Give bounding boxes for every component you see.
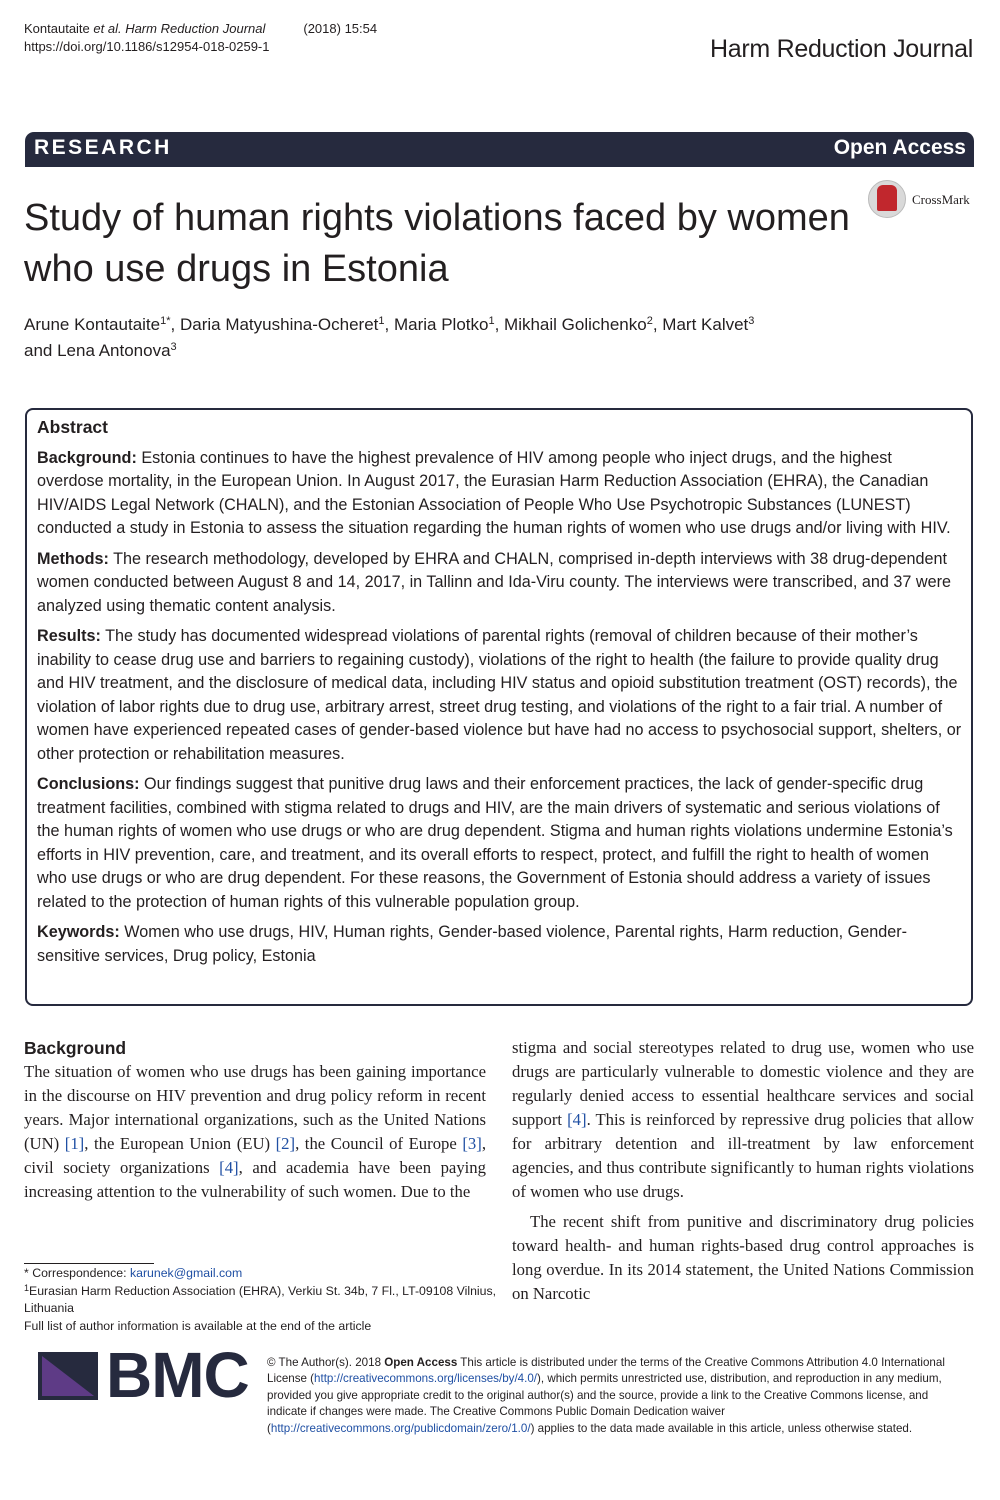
abstract-section-text: Our findings suggest that punitive drug laws and their enforcement practices, the lack of gender-specific drug treatment facilities, combined with stigma related to drugs and HIV, are the main drivers of systematic and serious violations of the human rights of women who use drugs or who are drug dependent. Stigma and human rights violations undermine Estonia’s efforts in HIV prevention, care, and treatment, and its overall efforts to respect, protect, and fulfill the right to health of women who use drugs or who are drug dependent. For these reasons, the Government of Estonia should address a variety of issues related to the protection of human rights of this vulnerable population group. (37, 775, 953, 911)
abstract-section (37, 773, 962, 914)
license-text-run: ) applies to the data made available in this article, unless otherwise stated. (530, 1421, 913, 1435)
author-separator: , (652, 315, 663, 334)
author-list (24, 312, 904, 364)
abstract-section-text: The study has documented widespread violations of parental rights (removal of children because of their mother’s inability to cease drug use and barriers to regaining custody), violations of the right to health (the failure to provide quality drug and HIV treatment, and the disclosure of medical data, including HIV status and opioid substitution treatment (OST) records), the violation of labor rights due to drug use, arbitrary arrest, street drug testing, and violations of the right to a fair trial. A number of women have experienced repeated cases of gender-based violence but have had no access to psychosocial support, shelters, or other protection or rehabilitation measures. (37, 627, 962, 763)
author-affiliation-marker: 2 (646, 315, 653, 327)
license-open-access-label: Open Access (384, 1356, 458, 1369)
author-affiliation-marker: 1* (160, 315, 171, 327)
abstract-section-label: Keywords: (37, 923, 120, 941)
abstract-section-text: Women who use drugs, HIV, Human rights, Gender-based violence, Parental rights, Harm reduction, Gender-sensitive services, Drug policy, Estonia (37, 923, 908, 965)
author-name: Mikhail Golichenko (504, 315, 647, 334)
open-access-label: Open Access (833, 136, 966, 159)
body-column-right (512, 1036, 974, 1306)
abstract-section-text: Estonia continues to have the highest prevalence of HIV among people who inject drugs, and the highest overdose mortality, in the European Union. In August 2017, the Eurasian Harm Reduction Association (EHRA), the Canadian HIV/AIDS Legal Network (CHALN), and the Estonian Association of People Who Use Psychotropic Substances (LUNEST) conducted a study in Estonia to assess the situation regarding the human rights of women who use drugs and/or living with HIV. (37, 448, 951, 537)
body-paragraph (24, 1060, 486, 1204)
license-link[interactable]: http://creativecommons.org/licenses/by/4.0/ (314, 1372, 538, 1386)
citation-link[interactable]: [4] (567, 1110, 587, 1129)
abstract-section-label: Background: (37, 448, 137, 467)
affiliation-marker: 1 (24, 1282, 30, 1293)
article-title: Study of human rights violations faced by women who use drugs in Estonia (24, 197, 850, 290)
citation-authors: Kontautaite (24, 21, 94, 36)
author-affiliation-marker: 1 (488, 315, 495, 327)
affiliation-text: Eurasian Harm Reduction Association (EHRA), Verkiu St. 34b, 7 Fl., LT-09108 Vilnius, Lithuania (24, 1283, 497, 1315)
license-text-run: This article is distributed under the terms of the Creative Commons Attribution 4.0 International License ( (267, 1356, 945, 1386)
author-name: Daria Matyushina-Ocheret (179, 315, 379, 334)
crossmark-bookmark-icon (877, 185, 897, 211)
abstract-section (37, 447, 962, 541)
abstract-section-label: Methods: (37, 549, 109, 568)
article-type-label: RESEARCH (34, 136, 172, 159)
license-text-run: ), which permits unrestricted use, distribution, and reproduction in any medium, provided you give appropriate credit to the original author(s) and the source, provide a link to the Creative Commons license, and indicate if changes were made. The Creative Commons Public Domain Dedication waiver ( (267, 1372, 942, 1435)
abstract-section-text: The research methodology, developed by EHRA and CHALN, comprised in-depth interviews with 38 drug-dependent women conducted between August 8 and 14, 2017, in Tallinn and Ida-Viru county. The interviews were transcribed, and 37 were analyzed using thematic content analysis. (37, 549, 951, 615)
abstract-section-label: Results: (37, 627, 101, 645)
body-text-run: , the European Union (EU) (84, 1134, 276, 1153)
author-name: Maria Plotko (393, 315, 489, 334)
citation-link[interactable]: [3] (462, 1134, 482, 1153)
body-text-run: , and academia have been paying increasing attention to the vulnerability of such women. Due to the (24, 1158, 486, 1201)
body-text-run: . This is reinforced by repressive drug policies that allow for arbitrary detention and ill-treatment by law enforcement agencies, and thus contribute significantly to human rights violations of women who use drugs. (512, 1110, 974, 1201)
correspondence-label: * Correspondence: (24, 1266, 130, 1280)
full-author-info-note: Full list of author information is available at the end of the article (24, 1318, 372, 1333)
author-affiliation-marker: 3 (170, 341, 177, 353)
abstract-content (37, 416, 962, 975)
running-header (24, 20, 377, 56)
author-separator: , (494, 315, 505, 334)
author-conjunction: and (24, 341, 58, 360)
license-text-run: © The Author(s). 2018 (267, 1356, 385, 1369)
citation-year: (2018) 15:54 (303, 21, 378, 36)
abstract-section-label: Conclusions: (37, 775, 140, 793)
body-text-run: , the Council of Europe (295, 1134, 463, 1153)
body-text-run: The situation of women who use drugs has been gaining importance in the discourse on HIV prevention and drug policy reform in recent years. Major international organizations, such as the United Nations (UN) (24, 1062, 486, 1153)
abstract-section (37, 625, 962, 766)
body-text-run: stigma and social stereotypes related to drug use, women who use drugs are particularly vulnerable to domestic violence and they are regularly denied access to essential healthcare services and social support (512, 1038, 974, 1129)
citation-line (24, 20, 377, 38)
journal-name: Harm Reduction Journal (710, 35, 973, 63)
license-link[interactable]: http://creativecommons.org/publicdomain/zero/1.0/ (270, 1421, 531, 1435)
body-text-run: , civil society organizations (24, 1134, 486, 1177)
abstract-sections (37, 447, 962, 969)
body-paragraph: The recent shift from punitive and discriminatory drug policies toward health- and human rights-based drug control approaches is long overdue. In its 2014 statement, the United Nations Commission on Narcotic (512, 1212, 974, 1303)
footnote-divider (24, 1263, 154, 1264)
section-heading-background: Background (24, 1038, 127, 1058)
body-paragraph (512, 1036, 974, 1204)
citation-etal: et al. (93, 21, 122, 36)
author-affiliation-marker: 3 (748, 315, 755, 327)
footnotes (24, 1265, 504, 1335)
citation-link[interactable]: [1] (64, 1134, 85, 1153)
abstract-heading: Abstract (37, 417, 108, 437)
author-name: Arune Kontautaite (24, 315, 161, 334)
body-column-left (24, 1036, 486, 1204)
affiliation-note (24, 1283, 504, 1318)
publisher-logo-text: BMC (106, 1339, 249, 1411)
abstract-section (37, 921, 962, 968)
correspondence-note (24, 1265, 504, 1283)
citation-journal: Harm Reduction Journal (121, 21, 266, 36)
license-statement (267, 1355, 967, 1437)
author-name: Lena Antonova (57, 341, 171, 360)
author-name: Mart Kalvet (662, 315, 749, 334)
doi-link[interactable]: https://doi.org/10.1186/s12954-018-0259-1 (24, 39, 270, 54)
abstract-section (37, 548, 962, 619)
author-affiliation-marker: 1 (378, 315, 385, 327)
correspondence-email-link[interactable]: karunek@gmail.com (129, 1266, 243, 1280)
citation-link[interactable]: [4] (219, 1158, 239, 1177)
author-separator: , (384, 315, 394, 334)
author-separator: , (170, 315, 180, 334)
citation-link[interactable]: [2] (275, 1134, 296, 1153)
crossmark-label[interactable]: CrossMark (912, 192, 970, 207)
